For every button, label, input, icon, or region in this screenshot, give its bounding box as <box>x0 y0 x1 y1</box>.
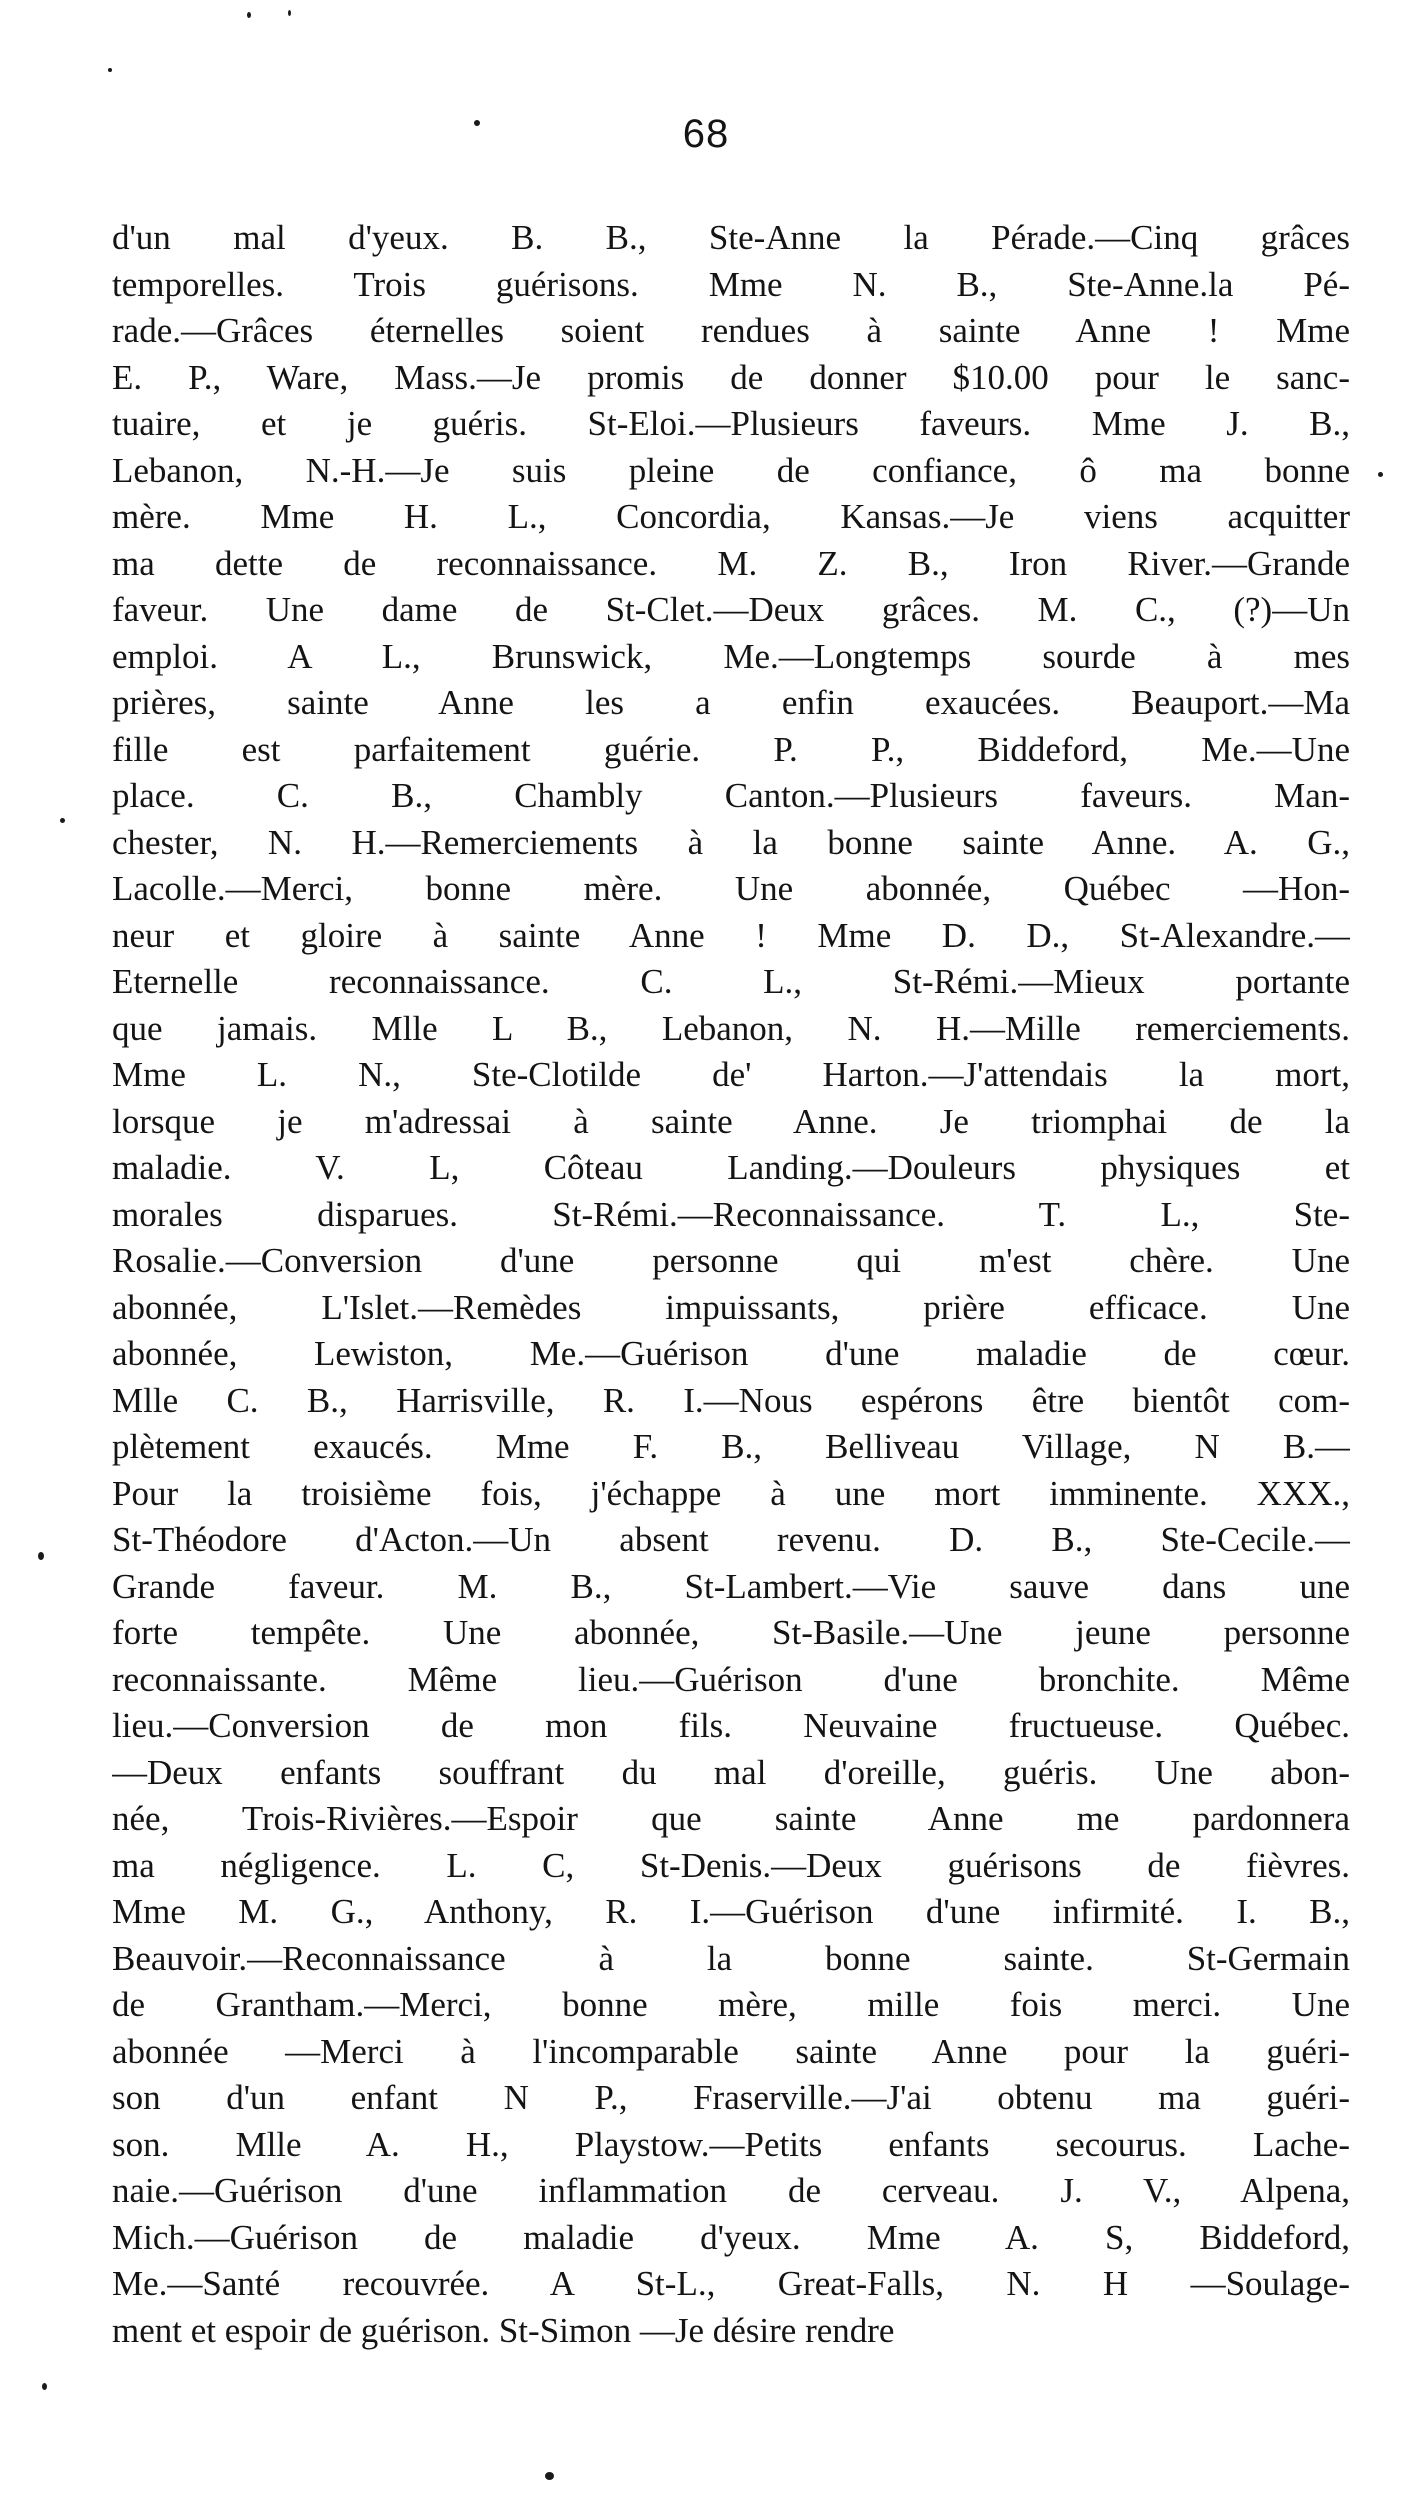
text-line: temporelles. Trois guérisons. Mme N. B., Ste-Anne.la Pé- <box>112 264 1350 304</box>
text-line: neur et gloire à sainte Anne ! Mme D. D., St-Alexandre.— <box>112 915 1350 955</box>
ink-speck <box>247 12 251 18</box>
body-text <box>112 215 1350 2354</box>
text-line: Mlle C. B., Harrisville, R. I.—Nous espérons être bientôt com- <box>112 1380 1350 1420</box>
text-line: Eternelle reconnaissance. C. L., St-Rémi.—Mieux portante <box>112 962 1350 1001</box>
text-line: plètement exaucés. Mme F. B., Belliveau Village, N B.— <box>112 1427 1350 1466</box>
text-line: ma négligence. L. C, St-Denis.—Deux guérisons de fièvres. <box>112 1845 1350 1885</box>
text-line: Mme M. G., Anthony, R. I.—Guérison d'une infirmité. I. B., <box>112 1892 1350 1931</box>
ink-speck <box>545 2472 554 2480</box>
ink-speck <box>288 10 291 16</box>
text-line: Mich.—Guérison de maladie d'yeux. Mme A. S, Biddeford, <box>112 2217 1350 2257</box>
text-line: reconnaissante. Même lieu.—Guérison d'une bronchite. Même <box>112 1659 1350 1699</box>
text-line: abonnée —Merci à l'incomparable sainte Anne pour la guéri- <box>112 2031 1350 2071</box>
text-line: ma dette de reconnaissance. M. Z. B., Iron River.—Grande <box>112 543 1350 583</box>
text-line: que jamais. Mlle L B., Lebanon, N. H.—Mille remerciements. <box>112 1008 1350 1048</box>
text-line: maladie. V. L, Côteau Landing.—Douleurs physiques et <box>112 1148 1350 1187</box>
text-line: rade.—Grâces éternelles soient rendues à sainte Anne ! Mme <box>112 311 1350 350</box>
text-line: forte tempête. Une abonnée, St-Basile.—Une jeune personne <box>112 1613 1350 1652</box>
page-number: 68 <box>682 112 730 156</box>
text-line: abonnée, Lewiston, Me.—Guérison d'une maladie de cœur. <box>112 1334 1350 1373</box>
text-line: place. C. B., Chambly Canton.—Plusieurs faveurs. Man- <box>112 776 1350 815</box>
text-line: Me.—Santé recouvrée. A St-L., Great-Falls, N. H —Soulage- <box>112 2264 1350 2303</box>
text-line: Mme L. N., Ste-Clotilde de' Harton.—J'attendais la mort, <box>112 1055 1350 1094</box>
text-line: lorsque je m'adressai à sainte Anne. Je triomphai de la <box>112 1101 1350 1141</box>
ink-speck <box>60 818 65 823</box>
text-line: naie.—Guérison d'une inflammation de cerveau. J. V., Alpena, <box>112 2171 1350 2210</box>
text-line: morales disparues. St-Rémi.—Reconnaissance. T. L., Ste- <box>112 1194 1350 1234</box>
text-line: abonnée, L'Islet.—Remèdes impuissants, prière efficace. Une <box>112 1287 1350 1327</box>
ink-speck <box>42 2383 47 2390</box>
text-line: Lacolle.—Merci, bonne mère. Une abonnée, Québec —Hon- <box>112 869 1350 908</box>
text-line: prières, sainte Anne les a enfin exaucées. Beauport.—Ma <box>112 683 1350 722</box>
text-line: chester, N. H.—Remerciements à la bonne sainte Anne. A. G., <box>112 822 1350 862</box>
text-line: Rosalie.—Conversion d'une personne qui m'est chère. Une <box>112 1241 1350 1280</box>
text-line: lieu.—Conversion de mon fils. Neuvaine fructueuse. Québec. <box>112 1706 1350 1745</box>
text-line: Grande faveur. M. B., St-Lambert.—Vie sauve dans une <box>112 1566 1350 1606</box>
text-line: née, Trois-Rivières.—Espoir que sainte Anne me pardonnera <box>112 1799 1350 1838</box>
text-line: fille est parfaitement guérie. P. P., Biddeford, Me.—Une <box>112 729 1350 769</box>
ink-speck <box>1378 472 1383 477</box>
ink-speck <box>108 68 112 72</box>
text-line: —Deux enfants souffrant du mal d'oreille, guéris. Une abon- <box>112 1752 1350 1792</box>
text-line: Lebanon, N.-H.—Je suis pleine de confiance, ô ma bonne <box>112 450 1350 490</box>
text-line: d'un mal d'yeux. B. B., Ste-Anne la Pérade.—Cinq grâces <box>112 218 1350 257</box>
text-line: tuaire, et je guéris. St-Eloi.—Plusieurs faveurs. Mme J. B., <box>112 404 1350 443</box>
text-line: Beauvoir.—Reconnaissance à la bonne sainte. St-Germain <box>112 1938 1350 1978</box>
text-line: E. P., Ware, Mass.—Je promis de donner $10.00 pour le sanc- <box>112 357 1350 397</box>
text-line: ment et espoir de guérison. St-Simon —Je désire rendre <box>112 2310 895 2350</box>
text-line: son. Mlle A. H., Playstow.—Petits enfants secourus. Lache- <box>112 2124 1350 2164</box>
text-line: Pour la troisième fois, j'échappe à une mort imminente. XXX., <box>112 1473 1350 1513</box>
text-line: faveur. Une dame de St-Clet.—Deux grâces. M. C., (?)—Un <box>112 590 1350 629</box>
ink-speck <box>38 1552 44 1560</box>
text-line: de Grantham.—Merci, bonne mère, mille fois merci. Une <box>112 1985 1350 2024</box>
text-line: St-Théodore d'Acton.—Un absent revenu. D. B., Ste-Cecile.— <box>112 1520 1350 1559</box>
text-line: emploi. A L., Brunswick, Me.—Longtemps sourde à mes <box>112 636 1350 676</box>
text-line: mère. Mme H. L., Concordia, Kansas.—Je viens acquitter <box>112 497 1350 536</box>
text-line: son d'un enfant N P., Fraserville.—J'ai obtenu ma guéri- <box>112 2078 1350 2117</box>
